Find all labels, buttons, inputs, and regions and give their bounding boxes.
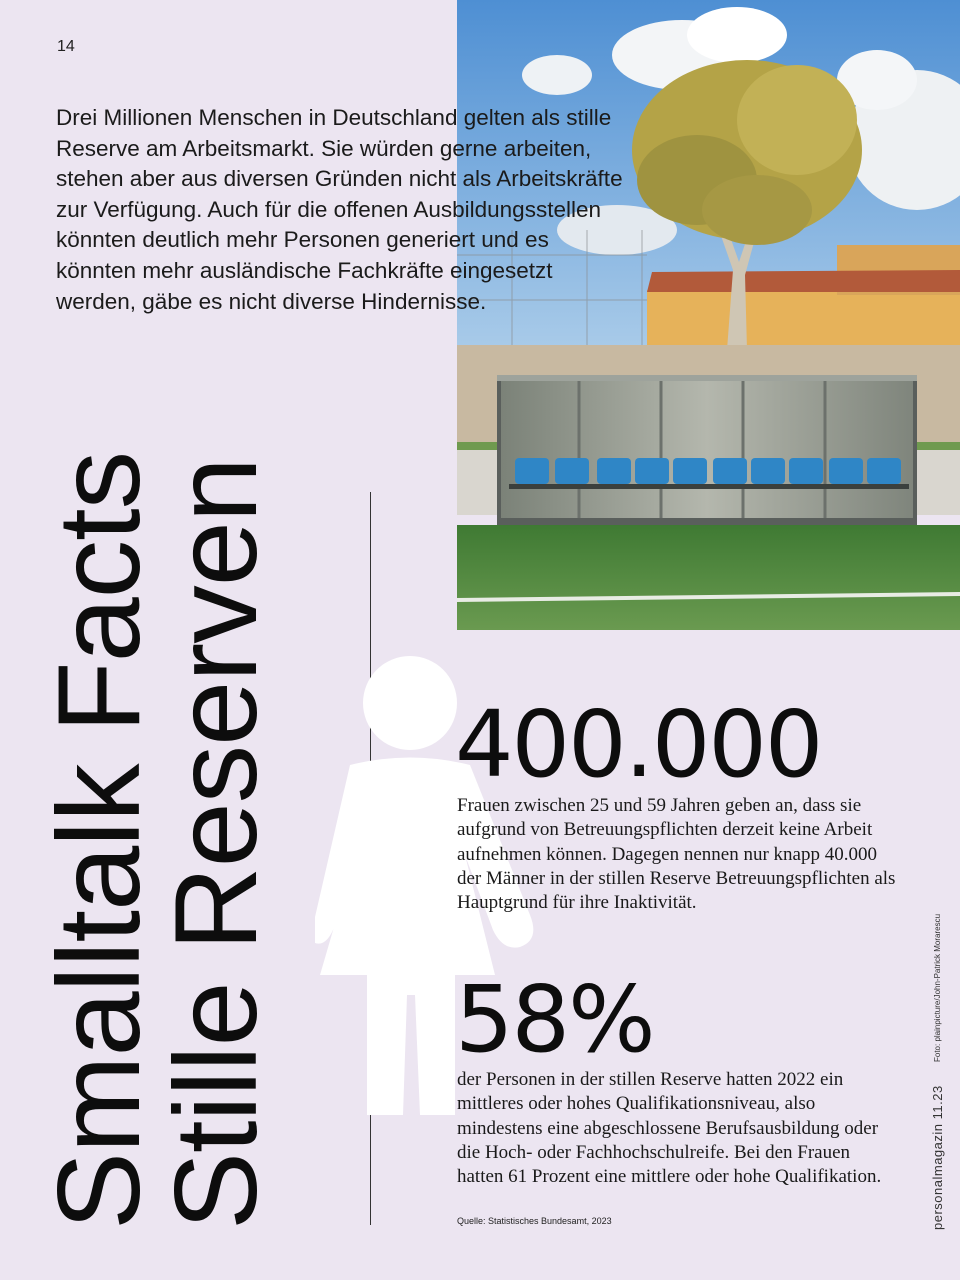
title-line-1: Smalltalk Facts [33,451,164,1230]
intro-paragraph: Drei Millionen Menschen in Deutschland gelten als stille Reserve am Arbeitsmarkt. Sie würden gerne arbeiten, stehen aber aus diversen Gründen nicht als Arbeitskräfte zur Verfügung. Auch für die offenen Ausbildungsstellen könnten deutlich mehr Personen generiert und es könnten mehr ausländische Fachkräfte eingesetzt werden, gäbe es nicht diverse Hindernisse. [56,105,623,314]
magazine-issue: personalmagazin 11.23 [930,1085,945,1230]
title-line-2: Stille Reserven [150,458,281,1230]
stat-2-text: der Personen in der stillen Reserve hatten 2022 ein mittleres oder hohes Qualifikationsniveau, also mindestens eine abgeschlossene Berufsausbildung oder die Hoch- oder Fachhochschulreife. Bei den Frauen hatten 61 Prozent eine mittlere oder hohe Qualifikation. [457,1069,882,1188]
page-number: 14 [57,38,75,55]
source-note: Quelle: Statistisches Bundesamt, 2023 [457,1216,612,1226]
vertical-title [33,430,281,1230]
stat-1-value: 400.000 [455,691,822,798]
photo-credit: Foto: plainpicture/John-Patrick Morarescu [933,913,942,1062]
stat-2-value: 58% [455,966,654,1073]
stat-1-text: Frauen zwischen 25 und 59 Jahren geben an, dass sie aufgrund von Betreuungspflichten derzeit keine Arbeit aufnehmen können. Dagegen nennen nur knapp 40.000 der Männer in der stillen Reserve Betreuungspflichten als Hauptgrund für ihre Inaktivität. [457,795,896,914]
